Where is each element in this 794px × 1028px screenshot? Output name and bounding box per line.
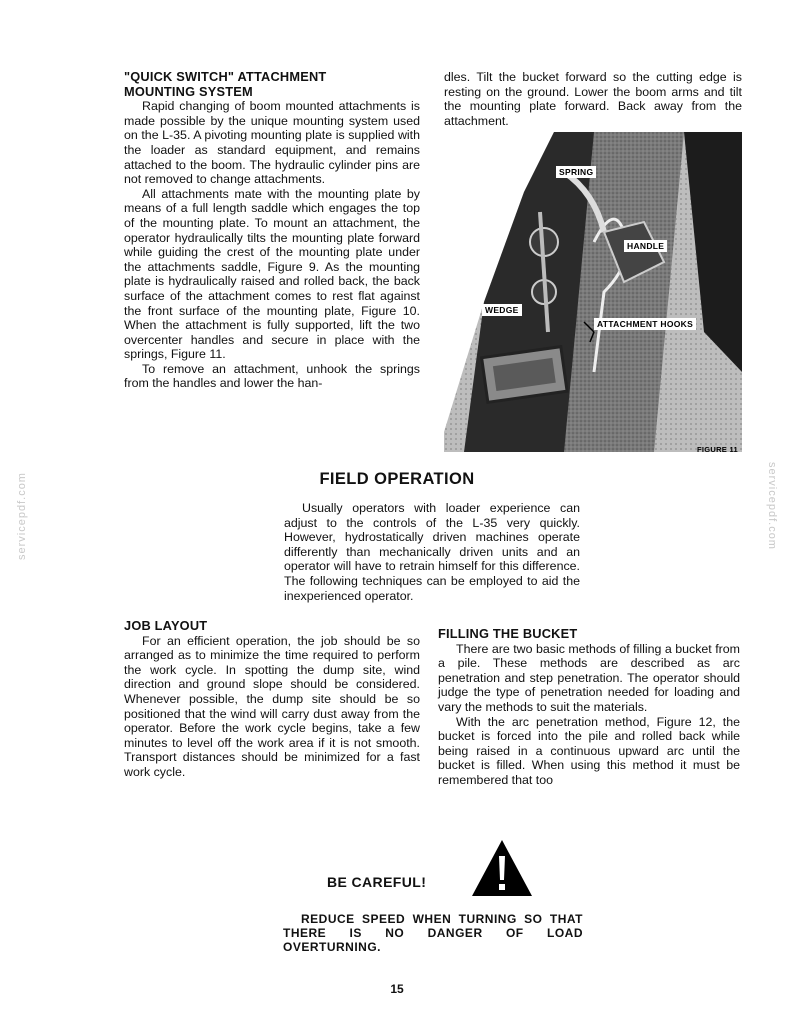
field-operation-title: FIELD OPERATION <box>319 470 475 488</box>
section-title-line1: "QUICK SWITCH" ATTACHMENT <box>124 69 327 84</box>
field-operation-intro <box>284 501 580 603</box>
quick-switch-continued <box>444 70 742 128</box>
paragraph: All attachments mate with the mounting plate by means of a full length saddle which engages the top of the mounting plate. To mount an attachment, the operator hydraulically tilts the mounting plate forward while guiding the crest of the mounting plate under the attachments saddle, Figure 9. As the mounting plate is hydraulically raised and rolled back, the back surface of the attachment comes to rest flat against the front surface of the mounting plate, Figure 10. When the attachment is fully supported, lift the two overcenter handles and secure in place with the springs, Figure 11. <box>124 186 420 362</box>
paragraph: There are two basic methods of filling a bucket from a pile. These methods are described as arc penetration and step penetration. The operator should judge the type of penetration needed for loading and vary the methods to suit the materials. <box>438 641 740 714</box>
paragraph: With the arc penetration method, Figure 12, the bucket is forced into the pile and rolled back while being raised in a continuous upward arc until the bucket is filled. When using this method it must be remembered that too <box>438 714 740 787</box>
warning-triangle-icon <box>470 838 534 898</box>
job-layout-title: JOB LAYOUT <box>124 618 208 633</box>
filling-bucket-title: FILLING THE BUCKET <box>438 626 578 641</box>
figure-caption: FIGURE 11 <box>696 445 738 454</box>
paragraph: Rapid changing of boom mounted attachments is made possible by the unique mounting system used on the L-35. A pivoting mounting plate is supplied with the loader as standard equipment, and remains attached to the boom. The hydraulic cylinder pins are not removed to change attachments. <box>124 99 420 187</box>
warning-body: REDUCE SPEED WHEN TURNING SO THAT THERE IS NO DANGER OF LOAD OVERTURNING. <box>283 912 583 954</box>
watermark-right: servicepdf.com <box>766 462 778 550</box>
label-wedge: WEDGE <box>482 304 522 316</box>
page-number: 15 <box>390 982 404 996</box>
figure-11-photo <box>444 132 742 452</box>
filling-bucket-section <box>438 627 740 788</box>
section-title-line2: MOUNTING SYSTEM <box>124 83 253 99</box>
label-handle: HANDLE <box>624 240 667 252</box>
paragraph: Usually operators with loader experience can adjust to the controls of the L-35 very quickly. However, hydrostatically driven machines operate differently than mechanically driven units and an operator will have to retrain himself for this difference. The following techniques can be employed to aid the inexperienced operator. <box>284 501 580 603</box>
quick-switch-section <box>124 70 420 391</box>
paragraph: For an efficient operation, the job should be so arranged as to minimize the time required to perform the work cycle. In spotting the dump site, wind direction and ground slope should be considered. Whenever possible, the dump site should be so positioned that the wind will carry dust away from the operator. Before the work cycle begins, take a few minutes to level off the work area if it is not smooth. Transport distances should be minimized for a fast work cycle. <box>124 633 420 779</box>
warning-title: BE CAREFUL! <box>327 874 427 890</box>
watermark-left: servicepdf.com <box>16 472 28 560</box>
figure-11 <box>444 132 742 452</box>
label-spring: SPRING <box>556 166 596 178</box>
job-layout-section <box>124 619 420 780</box>
paragraph-continued: dles. Tilt the bucket forward so the cutting edge is resting on the ground. Lower the boom arms and tilt the mounting plate forward. Back away from the attachment. <box>444 70 742 128</box>
label-attachment-hooks: ATTACHMENT HOOKS <box>594 318 696 330</box>
paragraph: To remove an attachment, unhook the springs from the handles and lower the han- <box>124 361 420 391</box>
